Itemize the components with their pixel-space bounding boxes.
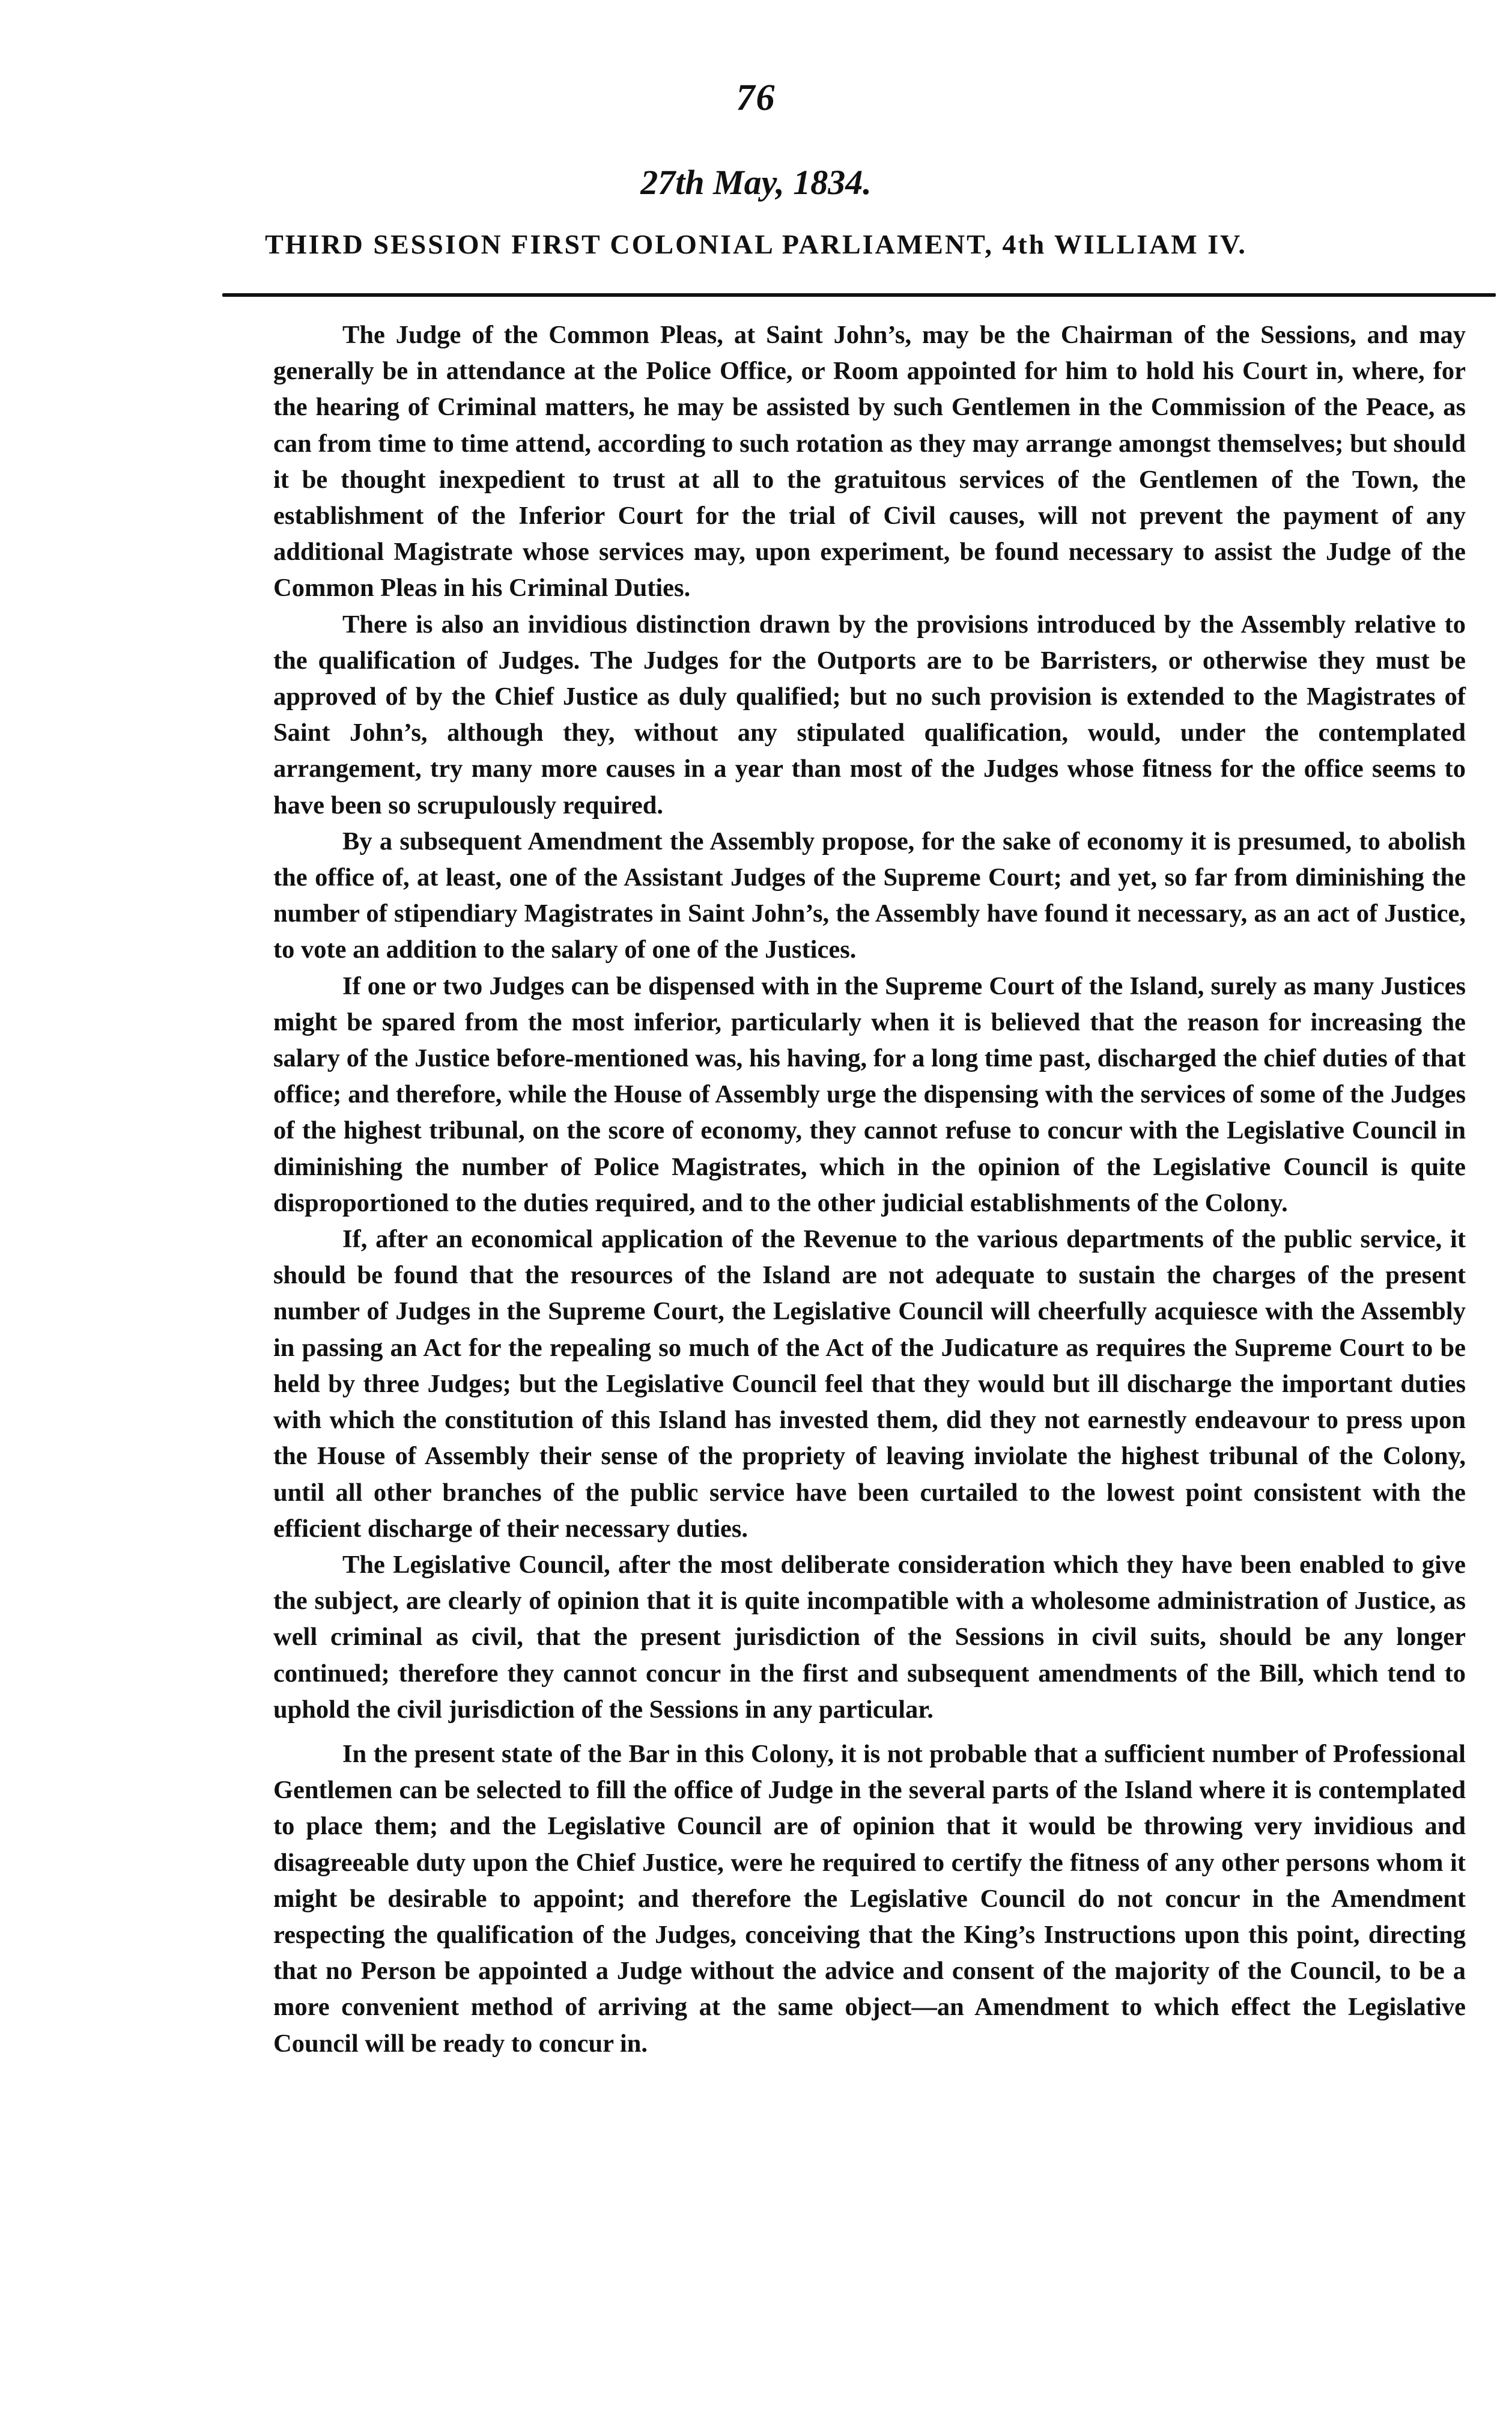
page-number: 76 (736, 78, 776, 118)
paragraph-2: There is also an invidious distinction drawn by the provisions introduced by the Assembly relative to the qualification of Judges. The Judges for the Outports are to be Barristers, or otherwise they must be approved of by the Chief Justice as duly qualified; but no such provision is extended to the Magistrates of Saint John’s, although they, without any stipulated qualification, would, under the contemplated arrangement, try many more causes in a year than most of the Judges whose fitness for the office seems to have been so scrupulously required. (273, 610, 1466, 819)
paragraph-6: The Legislative Council, after the most deliberate consideration which they have been enabled to give the subject, are clearly of opinion that it is quite incompatible with a wholesome administration of Justice, as well criminal as civil, that the present jurisdiction of the Sessions in civil suits, should be any longer continued; therefore they cannot concur in the first and subsequent amendments of the Bill, which tend to uphold the civil jurisdiction of the Sessions in any particular. (273, 1550, 1466, 1724)
date-heading: 27th May, 1834. (640, 163, 872, 202)
paragraph-1: The Judge of the Common Pleas, at Saint John’s, may be the Chairman of the Sessions, and may generally be in attendance at the Police Office, or Room appointed for him to hold his Court in, where, for the hearing of Criminal matters, he may be assisted by such Gentlemen in the Commission of the Peace, as can from time to time attend, according to such rotation as they may arrange amongst themselves; but should it be thought inexpedient to trust at all to the gratuitous services of the Gentlemen of the Town, the establishment of the Inferior Court for the trial of Civil causes, will not prevent the payment of any additional Magistrate whose services may, upon experiment, be found necessary to assist the Judge of the Common Pleas in his Criminal Duties. (273, 321, 1466, 603)
header-rule (222, 293, 1496, 297)
session-heading: THIRD SESSION FIRST COLONIAL PARLIAMENT, 4th WILLIAM IV. (265, 229, 1247, 260)
paragraph-5: If, after an economical application of the Revenue to the various departments of the public service, it should be found that the resources of the Island are not adequate to sustain the charges of the present number of Judges in the Supreme Court, the Legislative Council will cheerfully acquiesce with the Assembly in passing an Act for the repealing so much of the Act of the Judicature as requires the Supreme Court to be held by three Judges; but the Legislative Council feel that they would but ill discharge the important duties with which the constitution of this Island has invested them, did they not earnestly endeavour to press upon the House of Assembly their sense of the propriety of leaving inviolate the highest tribunal of the Colony, until all other branches of the public service have been curtailed to the lowest point consistent with the efficient discharge of their necessary duties. (273, 1225, 1466, 1543)
paragraph-4: If one or two Judges can be dispensed with in the Supreme Court of the Island, surely as many Justices might be spared from the most inferior, particularly when it is believed that the reason for increasing the salary of the Justice before-mentioned was, his having, for a long time past, discharged the chief duties of that office; and therefore, while the House of Assembly urge the dispensing with the services of some of the Judges of the highest tribunal, on the score of economy, they cannot refuse to concur with the Legislative Council in diminishing the number of Police Magistrates, which in the opinion of the Legislative Council is quite disproportioned to the duties required, and to the other judicial establishments of the Colony. (273, 971, 1466, 1217)
paragraph-7: In the present state of the Bar in this Colony, it is not probable that a sufficient number of Professional Gentlemen can be selected to fill the office of Judge in the several parts of the Island where it is contemplated to place them; and the Legislative Council are of opinion that it would be throwing very invidious and disagreeable duty upon the Chief Justice, were he required to certify the fitness of any other persons whom it might be desirable to appoint; and therefore the Legislative Council do not concur in the Amendment respecting the qualification of the Judges, conceiving that the King’s Instructions upon this point, directing that no Person be appointed a Judge without the advice and consent of the majority of the Council, to be a more convenient method of arriving at the same object—an Amendment to which effect the Legislative Council will be ready to concur in. (273, 1739, 1466, 2058)
paragraph-3: By a subsequent Amendment the Assembly propose, for the sake of economy it is presumed, to abolish the office of, at least, one of the Assistant Judges of the Supreme Court; and yet, so far from diminishing the number of stipendiary Magistrates in Saint John’s, the Assembly have found it necessary, as an act of Justice, to vote an addition to the salary of one of the Justices. (273, 827, 1466, 964)
body-text (273, 317, 1466, 2062)
